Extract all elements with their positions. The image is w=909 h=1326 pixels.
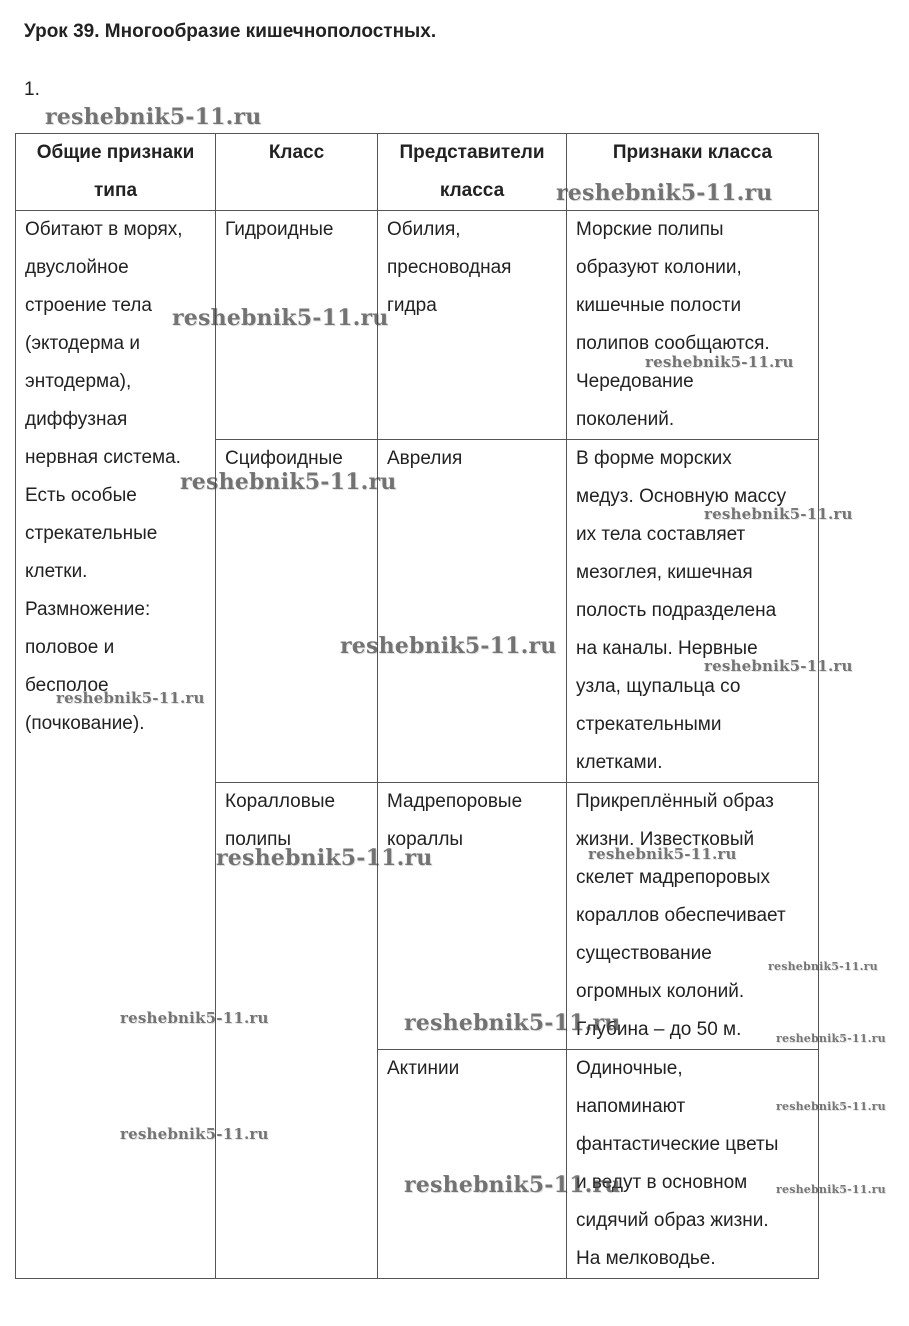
classification-table bbox=[15, 133, 819, 1279]
general-features-cell: Обитают в морях, двуслойное строение тела (эктодерма и энтодерма), диффузная нервная система. Есть особые стрекательные клетки. Размножение: половое и бесполое (почкование). bbox=[16, 211, 216, 1279]
watermark: reshebnik5-11.ru bbox=[180, 469, 397, 495]
watermark: reshebnik5-11.ru bbox=[340, 633, 557, 659]
class-cell: Коралловые полипы bbox=[216, 783, 378, 1279]
watermark: reshebnik5-11.ru bbox=[556, 180, 773, 206]
features-cell: Морские полипы образуют колонии, кишечные полости полипов сообщаются. Чередование поколений. bbox=[567, 211, 819, 440]
table-header-row bbox=[16, 134, 819, 211]
table-row bbox=[16, 211, 819, 440]
watermark: reshebnik5-11.ru bbox=[404, 1172, 621, 1198]
watermark: reshebnik5-11.ru bbox=[776, 1100, 886, 1113]
watermark: reshebnik5-11.ru bbox=[776, 1183, 886, 1196]
features-cell: Одиночные, напоминают фантастические цветы и ведут в основном сидячий образ жизни. На мелководье. bbox=[567, 1050, 819, 1279]
header-class: Класс bbox=[216, 134, 378, 211]
watermark: reshebnik5-11.ru bbox=[120, 1009, 269, 1027]
watermark: reshebnik5-11.ru bbox=[768, 960, 878, 973]
watermark: reshebnik5-11.ru bbox=[45, 104, 262, 130]
representatives-cell: Обилия, пресноводная гидра bbox=[378, 211, 567, 440]
class-cell: Гидроидные bbox=[216, 211, 378, 440]
watermark: reshebnik5-11.ru bbox=[404, 1010, 621, 1036]
features-cell: Прикреплённый образ жизни. Известковый скелет мадрепоровых кораллов обеспечивает существование огромных колоний. Глубина – до 50 м. bbox=[567, 783, 819, 1050]
header-representatives: Представители класса bbox=[378, 134, 567, 211]
watermark: reshebnik5-11.ru bbox=[704, 505, 853, 523]
task-number: 1. bbox=[24, 79, 40, 100]
watermark: reshebnik5-11.ru bbox=[645, 353, 794, 371]
watermark: reshebnik5-11.ru bbox=[776, 1032, 886, 1045]
watermark: reshebnik5-11.ru bbox=[56, 689, 205, 707]
header-class-features: Признаки класса bbox=[567, 134, 819, 211]
representatives-cell: Аврелия bbox=[378, 440, 567, 783]
header-general-features: Общие признаки типа bbox=[16, 134, 216, 211]
page-title: Урок 39. Многообразие кишечнополостных. bbox=[24, 21, 437, 42]
class-cell: Сцифоидные bbox=[216, 440, 378, 783]
watermark: reshebnik5-11.ru bbox=[216, 845, 433, 871]
watermark: reshebnik5-11.ru bbox=[120, 1125, 269, 1143]
watermark: reshebnik5-11.ru bbox=[704, 657, 853, 675]
representatives-cell: Актинии bbox=[378, 1050, 567, 1279]
watermark: reshebnik5-11.ru bbox=[172, 305, 389, 331]
watermark: reshebnik5-11.ru bbox=[588, 845, 737, 863]
representatives-cell: Мадрепоровые кораллы bbox=[378, 783, 567, 1050]
features-cell: В форме морских медуз. Основную массу их тела составляет мезоглея, кишечная полость подразделена на каналы. Нервные узла, щупальца со стрекательными клетками. bbox=[567, 440, 819, 783]
